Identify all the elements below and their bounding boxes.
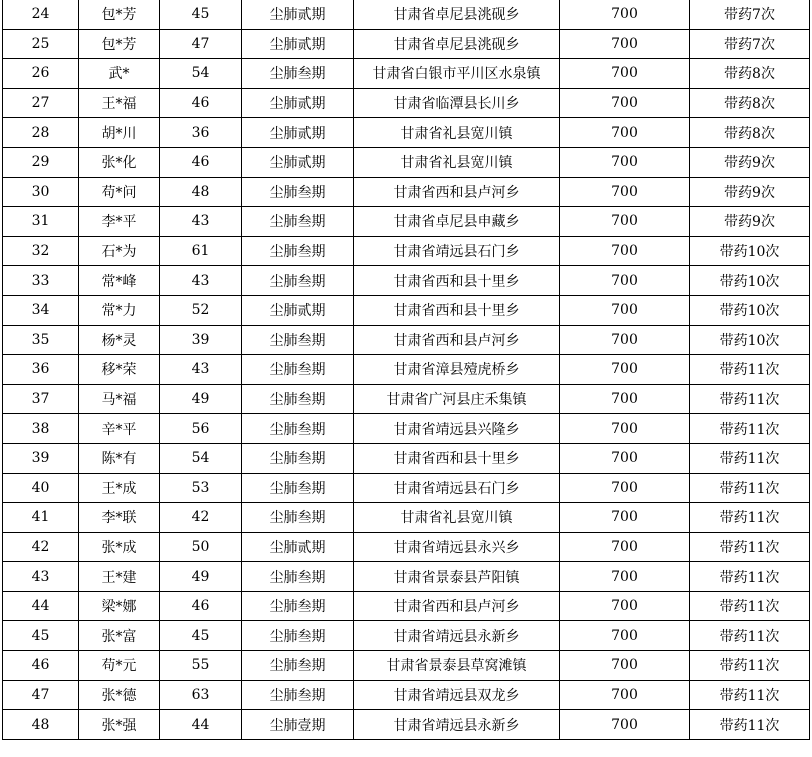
note-cell: 带药7次 — [690, 29, 810, 59]
name-cell: 李*平 — [79, 207, 160, 237]
address-cell: 甘肃省景泰县芦阳镇 — [354, 562, 560, 592]
row-number-cell: 31 — [3, 207, 79, 237]
table-row — [3, 384, 810, 414]
stage-cell: 尘肺壹期 — [242, 710, 354, 740]
note-cell: 带药11次 — [690, 414, 810, 444]
address-cell: 甘肃省礼县宽川镇 — [354, 503, 560, 533]
name-cell: 王*成 — [79, 473, 160, 503]
table-row — [3, 473, 810, 503]
amount-cell: 700 — [560, 207, 690, 237]
row-number-cell: 43 — [3, 562, 79, 592]
address-cell: 甘肃省西和县十里乡 — [354, 443, 560, 473]
note-cell: 带药11次 — [690, 355, 810, 385]
name-cell: 张*德 — [79, 680, 160, 710]
table-row — [3, 680, 810, 710]
age-cell: 61 — [160, 236, 242, 266]
age-cell: 46 — [160, 591, 242, 621]
address-cell: 甘肃省卓尼县申藏乡 — [354, 207, 560, 237]
amount-cell: 700 — [560, 0, 690, 29]
age-cell: 54 — [160, 59, 242, 89]
note-cell: 带药10次 — [690, 236, 810, 266]
row-number-cell: 27 — [3, 88, 79, 118]
amount-cell: 700 — [560, 325, 690, 355]
row-number-cell: 28 — [3, 118, 79, 148]
name-cell: 陈*有 — [79, 443, 160, 473]
age-cell: 52 — [160, 295, 242, 325]
name-cell: 张*强 — [79, 710, 160, 740]
stage-cell: 尘肺贰期 — [242, 295, 354, 325]
table-row — [3, 59, 810, 89]
amount-cell: 700 — [560, 177, 690, 207]
age-cell: 47 — [160, 29, 242, 59]
name-cell: 王*福 — [79, 88, 160, 118]
note-cell: 带药10次 — [690, 266, 810, 296]
amount-cell: 700 — [560, 355, 690, 385]
table-row — [3, 177, 810, 207]
name-cell: 马*福 — [79, 384, 160, 414]
amount-cell: 700 — [560, 118, 690, 148]
address-cell: 甘肃省靖远县永新乡 — [354, 710, 560, 740]
stage-cell: 尘肺贰期 — [242, 147, 354, 177]
row-number-cell: 45 — [3, 621, 79, 651]
name-cell: 张*富 — [79, 621, 160, 651]
amount-cell: 700 — [560, 503, 690, 533]
stage-cell: 尘肺叁期 — [242, 325, 354, 355]
address-cell: 甘肃省西和县卢河乡 — [354, 177, 560, 207]
row-number-cell: 40 — [3, 473, 79, 503]
age-cell: 43 — [160, 266, 242, 296]
table-row — [3, 147, 810, 177]
address-cell: 甘肃省西和县卢河乡 — [354, 591, 560, 621]
table-row — [3, 621, 810, 651]
stage-cell: 尘肺叁期 — [242, 621, 354, 651]
stage-cell: 尘肺叁期 — [242, 384, 354, 414]
table-row — [3, 266, 810, 296]
stage-cell: 尘肺叁期 — [242, 503, 354, 533]
name-cell: 武* — [79, 59, 160, 89]
age-cell: 54 — [160, 443, 242, 473]
note-cell: 带药11次 — [690, 532, 810, 562]
stage-cell: 尘肺叁期 — [242, 651, 354, 681]
table-body — [3, 0, 810, 739]
address-cell: 甘肃省卓尼县洮砚乡 — [354, 29, 560, 59]
amount-cell: 700 — [560, 384, 690, 414]
patient-table — [2, 0, 810, 740]
amount-cell: 700 — [560, 236, 690, 266]
note-cell: 带药11次 — [690, 591, 810, 621]
table-row — [3, 0, 810, 29]
row-number-cell: 30 — [3, 177, 79, 207]
age-cell: 36 — [160, 118, 242, 148]
name-cell: 王*建 — [79, 562, 160, 592]
name-cell: 常*力 — [79, 295, 160, 325]
name-cell: 辛*平 — [79, 414, 160, 444]
name-cell: 张*化 — [79, 147, 160, 177]
age-cell: 46 — [160, 88, 242, 118]
note-cell: 带药8次 — [690, 118, 810, 148]
stage-cell: 尘肺叁期 — [242, 473, 354, 503]
name-cell: 胡*川 — [79, 118, 160, 148]
age-cell: 48 — [160, 177, 242, 207]
row-number-cell: 46 — [3, 651, 79, 681]
table-row — [3, 532, 810, 562]
table-row — [3, 591, 810, 621]
row-number-cell: 42 — [3, 532, 79, 562]
stage-cell: 尘肺贰期 — [242, 118, 354, 148]
address-cell: 甘肃省靖远县兴隆乡 — [354, 414, 560, 444]
age-cell: 42 — [160, 503, 242, 533]
note-cell: 带药10次 — [690, 295, 810, 325]
row-number-cell: 48 — [3, 710, 79, 740]
table-row — [3, 414, 810, 444]
name-cell: 梁*娜 — [79, 591, 160, 621]
age-cell: 45 — [160, 621, 242, 651]
address-cell: 甘肃省临潭县长川乡 — [354, 88, 560, 118]
row-number-cell: 47 — [3, 680, 79, 710]
amount-cell: 700 — [560, 29, 690, 59]
note-cell: 带药10次 — [690, 325, 810, 355]
name-cell: 石*为 — [79, 236, 160, 266]
age-cell: 50 — [160, 532, 242, 562]
address-cell: 甘肃省礼县宽川镇 — [354, 147, 560, 177]
table-row — [3, 29, 810, 59]
age-cell: 43 — [160, 207, 242, 237]
name-cell: 苟*问 — [79, 177, 160, 207]
stage-cell: 尘肺叁期 — [242, 207, 354, 237]
amount-cell: 700 — [560, 59, 690, 89]
stage-cell: 尘肺贰期 — [242, 0, 354, 29]
stage-cell: 尘肺叁期 — [242, 414, 354, 444]
age-cell: 46 — [160, 147, 242, 177]
table-row — [3, 443, 810, 473]
row-number-cell: 33 — [3, 266, 79, 296]
address-cell: 甘肃省西和县十里乡 — [354, 295, 560, 325]
table-row — [3, 295, 810, 325]
note-cell: 带药8次 — [690, 59, 810, 89]
address-cell: 甘肃省卓尼县洮砚乡 — [354, 0, 560, 29]
amount-cell: 700 — [560, 562, 690, 592]
note-cell: 带药11次 — [690, 651, 810, 681]
address-cell: 甘肃省靖远县石门乡 — [354, 236, 560, 266]
table-row — [3, 236, 810, 266]
row-number-cell: 24 — [3, 0, 79, 29]
address-cell: 甘肃省靖远县双龙乡 — [354, 680, 560, 710]
address-cell: 甘肃省漳县殪虎桥乡 — [354, 355, 560, 385]
amount-cell: 700 — [560, 443, 690, 473]
amount-cell: 700 — [560, 532, 690, 562]
note-cell: 带药11次 — [690, 710, 810, 740]
row-number-cell: 38 — [3, 414, 79, 444]
table-row — [3, 503, 810, 533]
name-cell: 移*荣 — [79, 355, 160, 385]
stage-cell: 尘肺贰期 — [242, 88, 354, 118]
stage-cell: 尘肺叁期 — [242, 177, 354, 207]
name-cell: 李*联 — [79, 503, 160, 533]
row-number-cell: 35 — [3, 325, 79, 355]
address-cell: 甘肃省礼县宽川镇 — [354, 118, 560, 148]
row-number-cell: 44 — [3, 591, 79, 621]
stage-cell: 尘肺叁期 — [242, 443, 354, 473]
table-row — [3, 651, 810, 681]
amount-cell: 700 — [560, 621, 690, 651]
amount-cell: 700 — [560, 591, 690, 621]
note-cell: 带药8次 — [690, 88, 810, 118]
stage-cell: 尘肺叁期 — [242, 562, 354, 592]
address-cell: 甘肃省西和县十里乡 — [354, 266, 560, 296]
amount-cell: 700 — [560, 473, 690, 503]
amount-cell: 700 — [560, 414, 690, 444]
row-number-cell: 39 — [3, 443, 79, 473]
note-cell: 带药9次 — [690, 207, 810, 237]
address-cell: 甘肃省靖远县永兴乡 — [354, 532, 560, 562]
note-cell: 带药9次 — [690, 177, 810, 207]
row-number-cell: 25 — [3, 29, 79, 59]
note-cell: 带药9次 — [690, 147, 810, 177]
age-cell: 55 — [160, 651, 242, 681]
note-cell: 带药7次 — [690, 0, 810, 29]
table-row — [3, 562, 810, 592]
stage-cell: 尘肺叁期 — [242, 266, 354, 296]
address-cell: 甘肃省靖远县永新乡 — [354, 621, 560, 651]
amount-cell: 700 — [560, 710, 690, 740]
address-cell: 甘肃省景泰县草窝滩镇 — [354, 651, 560, 681]
age-cell: 49 — [160, 562, 242, 592]
name-cell: 常*峰 — [79, 266, 160, 296]
stage-cell: 尘肺叁期 — [242, 591, 354, 621]
name-cell: 包*芳 — [79, 0, 160, 29]
address-cell: 甘肃省白银市平川区水泉镇 — [354, 59, 560, 89]
row-number-cell: 41 — [3, 503, 79, 533]
stage-cell: 尘肺叁期 — [242, 680, 354, 710]
note-cell: 带药11次 — [690, 443, 810, 473]
stage-cell: 尘肺贰期 — [242, 29, 354, 59]
note-cell: 带药11次 — [690, 473, 810, 503]
row-number-cell: 36 — [3, 355, 79, 385]
row-number-cell: 29 — [3, 147, 79, 177]
age-cell: 49 — [160, 384, 242, 414]
name-cell: 包*芳 — [79, 29, 160, 59]
note-cell: 带药11次 — [690, 384, 810, 414]
row-number-cell: 37 — [3, 384, 79, 414]
name-cell: 苟*元 — [79, 651, 160, 681]
stage-cell: 尘肺叁期 — [242, 59, 354, 89]
amount-cell: 700 — [560, 680, 690, 710]
table-row — [3, 355, 810, 385]
stage-cell: 尘肺贰期 — [242, 532, 354, 562]
address-cell: 甘肃省西和县卢河乡 — [354, 325, 560, 355]
table-row — [3, 710, 810, 740]
amount-cell: 700 — [560, 651, 690, 681]
row-number-cell: 32 — [3, 236, 79, 266]
age-cell: 39 — [160, 325, 242, 355]
amount-cell: 700 — [560, 147, 690, 177]
note-cell: 带药11次 — [690, 503, 810, 533]
amount-cell: 700 — [560, 295, 690, 325]
address-cell: 甘肃省广河县庄禾集镇 — [354, 384, 560, 414]
name-cell: 杨*灵 — [79, 325, 160, 355]
row-number-cell: 26 — [3, 59, 79, 89]
amount-cell: 700 — [560, 266, 690, 296]
amount-cell: 700 — [560, 88, 690, 118]
table-row — [3, 207, 810, 237]
row-number-cell: 34 — [3, 295, 79, 325]
table-row — [3, 118, 810, 148]
age-cell: 45 — [160, 0, 242, 29]
age-cell: 53 — [160, 473, 242, 503]
name-cell: 张*成 — [79, 532, 160, 562]
age-cell: 43 — [160, 355, 242, 385]
note-cell: 带药11次 — [690, 680, 810, 710]
address-cell: 甘肃省靖远县石门乡 — [354, 473, 560, 503]
note-cell: 带药11次 — [690, 562, 810, 592]
stage-cell: 尘肺叁期 — [242, 236, 354, 266]
age-cell: 56 — [160, 414, 242, 444]
table-row — [3, 325, 810, 355]
note-cell: 带药11次 — [690, 621, 810, 651]
age-cell: 44 — [160, 710, 242, 740]
age-cell: 63 — [160, 680, 242, 710]
table-row — [3, 88, 810, 118]
stage-cell: 尘肺叁期 — [242, 355, 354, 385]
